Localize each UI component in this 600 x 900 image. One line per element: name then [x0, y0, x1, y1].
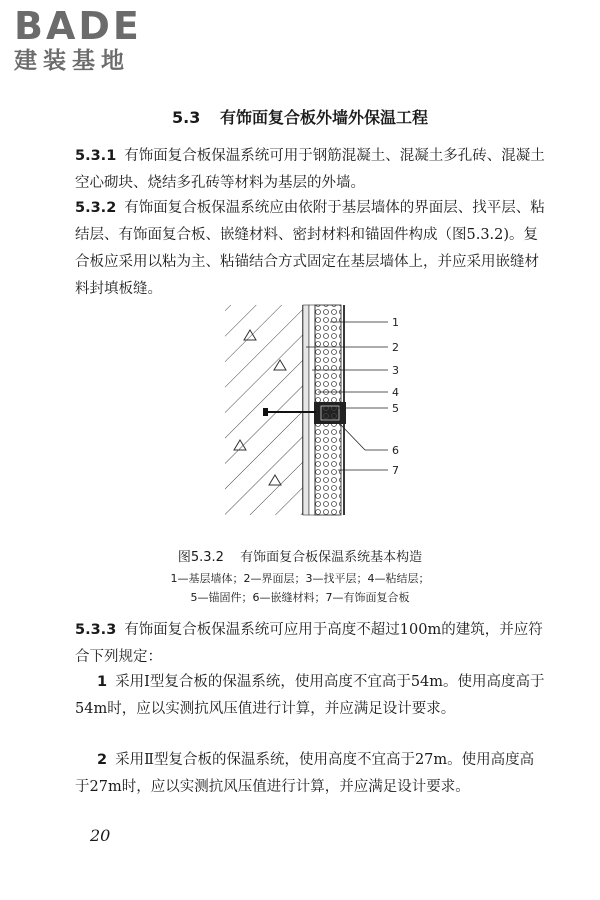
- clause-5-3-3: [75, 617, 545, 671]
- leveling-layer: [303, 305, 309, 515]
- figure-label-2: 2: [392, 341, 399, 354]
- figure-legend-line-2: 5—锚固件；6—嵌缝材料；7—有饰面复合板: [190, 591, 410, 604]
- section-title: [0, 105, 600, 128]
- section-number: 5.3: [172, 108, 201, 127]
- figure-legend-line-1: 1—基层墙体；2—界面层；3—找平层；4—粘结层；: [170, 572, 430, 585]
- clause-text: 有饰面复合板保温系统可用于钢筋混凝土、混凝土多孔砖、混凝土空心砌块、烧结多孔砖等材料为基层的外墙。: [75, 148, 545, 191]
- item-number: 2: [97, 752, 108, 768]
- figure-number: 图5.3.2: [177, 550, 224, 565]
- clause-5-3-1: [75, 143, 545, 197]
- list-item-1: [75, 669, 545, 723]
- logo: [14, 6, 142, 76]
- figure-label-5: 5: [392, 402, 399, 415]
- figure-label-1: 1: [392, 316, 399, 329]
- clause-5-3-2: [75, 195, 545, 303]
- page-number: 20: [90, 826, 111, 845]
- logo-brand: BADE: [14, 4, 142, 48]
- clause-number: 5.3.2: [75, 200, 117, 216]
- clause-number: 5.3.1: [75, 148, 117, 164]
- figure-title: 有饰面复合板保温系统基本构造: [240, 550, 423, 565]
- logo-subtitle: 建装基地: [14, 48, 130, 74]
- figure-label-4: 4: [392, 386, 399, 399]
- anchor-head: [263, 408, 268, 416]
- section-heading: 有饰面复合板外墙外保温工程: [219, 108, 428, 127]
- item-number: 1: [97, 674, 108, 690]
- wall-section-figure: [210, 300, 410, 530]
- figure-label-6: 6: [392, 444, 399, 457]
- clause-text: 有饰面复合板保温系统应由依附于基层墙体的界面层、找平层、粘结层、有饰面复合板、嵌缝材料、密封材料和锚固件构成（图5.3.2)。复合板应采用以粘为主、粘锚结合方式固定在基层墙体上，并应采用嵌缝材料封填板缝。: [75, 200, 545, 297]
- item-text: 采用Ⅱ型复合板的保温系统，使用高度不宜高于27m。使用高度高于27m时，应以实测抗风压值进行计算，并应满足设计要求。: [75, 752, 535, 795]
- list-item-2: [75, 747, 545, 801]
- figure-label-3: 3: [392, 364, 399, 377]
- clause-text: 有饰面复合板保温系统可应用于高度不超过100m的建筑，并应符合下列规定：: [75, 622, 543, 665]
- clause-number: 5.3.3: [75, 622, 117, 638]
- figure-caption: [0, 546, 600, 565]
- figure-label-7: 7: [392, 464, 399, 477]
- item-text: 采用Ⅰ型复合板的保温系统，使用高度不宜高于54m。使用高度高于54m时，应以实测抗风压值进行计算，并应满足设计要求。: [75, 674, 545, 717]
